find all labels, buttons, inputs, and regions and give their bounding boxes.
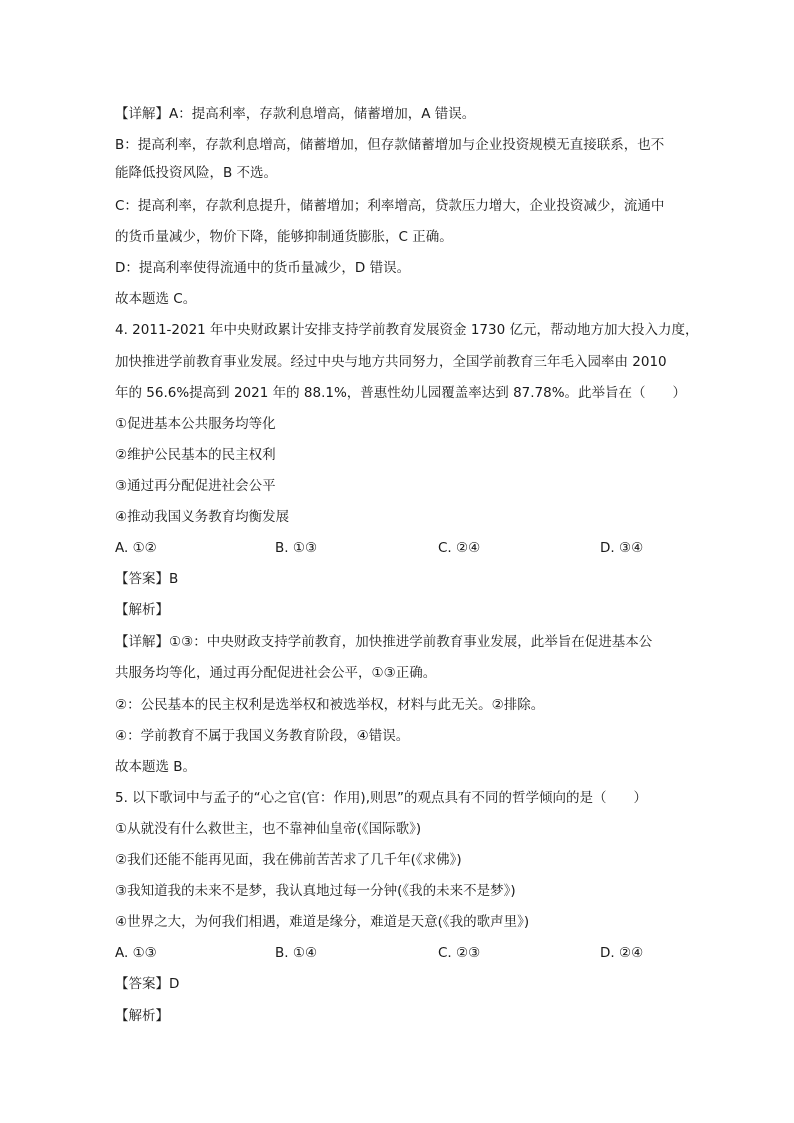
q3-detail-line-2: B：提高利率，存款利息增高，储蓄增加，但存款储蓄增加与企业投资规模无直接联系，也不 bbox=[115, 137, 665, 153]
q5-option-d: D. ②④ bbox=[600, 945, 644, 961]
q4-stem-line-2: 加快推进学前教育事业发展。经过中央与地方共同努力，全国学前教育三年毛入园率由 2010 bbox=[115, 354, 667, 370]
q4-detail-line-3: ②：公民基本的民主权利是选举权和被选举权，材料与此无关。②排除。 bbox=[115, 697, 545, 713]
q4-statement-3: ③通过再分配促进社会公平 bbox=[115, 478, 276, 494]
q5-option-c: C. ②③ bbox=[438, 945, 481, 961]
q5-option-a: A. ①③ bbox=[115, 945, 157, 961]
q3-detail-line-6: D：提高利率使得流通中的货币量减少，D 错误。 bbox=[115, 260, 411, 276]
q4-option-d: D. ③④ bbox=[600, 540, 644, 556]
q5-option-b: B. ①④ bbox=[275, 945, 318, 961]
q4-detail-line-4: ④：学前教育不属于我国义务教育阶段，④错误。 bbox=[115, 728, 410, 744]
q5-statement-2: ②我们还能不能再见面，我在佛前苦苦求了几千年(《求佛》) bbox=[115, 852, 462, 868]
q4-statement-1: ①促进基本公共服务均等化 bbox=[115, 416, 276, 432]
q3-detail-line-4: C：提高利率，存款利息提升，储蓄增加；利率增高，贷款压力增大，企业投资减少，流通中 bbox=[115, 198, 665, 214]
q4-option-b: B. ①③ bbox=[275, 540, 318, 556]
q4-statement-4: ④推动我国义务教育均衡发展 bbox=[115, 509, 290, 525]
q5-statement-1: ①从就没有什么救世主，也不靠神仙皇帝(《国际歌》) bbox=[115, 821, 422, 837]
q4-detail-line-1: 【详解】①③：中央财政支持学前教育，加快推进学前教育事业发展，此举旨在促进基本公 bbox=[115, 634, 653, 650]
q3-detail-line-3: 能降低投资风险，B 不选。 bbox=[115, 165, 278, 181]
q5-answer: 【答案】D bbox=[115, 976, 180, 992]
q4-conclusion: 故本题选 B。 bbox=[115, 759, 197, 775]
q5-statement-3: ③我知道我的未来不是梦，我认真地过每一分钟(《我的未来不是梦》) bbox=[115, 883, 516, 899]
q3-detail-line-1: 【详解】A：提高利率，存款利息增高，储蓄增加，A 错误。 bbox=[115, 106, 476, 122]
q4-detail-line-2: 共服务均等化，通过再分配促进社会公平，①③正确。 bbox=[115, 665, 437, 681]
q3-detail-line-5: 的货币量减少，物价下降，能够抑制通货膨胀，C 正确。 bbox=[115, 229, 453, 245]
q3-conclusion: 故本题选 C。 bbox=[115, 291, 197, 307]
q4-stem-line-3: 年的 56.6%提高到 2021 年的 88.1%，普惠性幼儿园覆盖率达到 87.78%。此举旨在（ ） bbox=[115, 385, 687, 401]
q4-stem-line-1: 4. 2011-2021 年中央财政累计安排支持学前教育发展资金 1730 亿元，帮动地方加大投入力度， bbox=[115, 322, 699, 338]
q4-option-c: C. ②④ bbox=[438, 540, 481, 556]
q4-analysis-title: 【解析】 bbox=[115, 602, 169, 618]
q4-option-a: A. ①② bbox=[115, 540, 157, 556]
q5-statement-4: ④世界之大，为何我们相遇，难道是缘分，难道是天意(《我的歌声里》) bbox=[115, 914, 530, 930]
q5-analysis-title: 【解析】 bbox=[115, 1008, 169, 1024]
q5-stem: 5. 以下歌词中与孟子的“心之官(官：作用),则思”的观点具有不同的哲学倾向的是（ ） bbox=[115, 790, 647, 806]
q4-statement-2: ②维护公民基本的民主权利 bbox=[115, 447, 276, 463]
q4-answer: 【答案】B bbox=[115, 571, 179, 587]
